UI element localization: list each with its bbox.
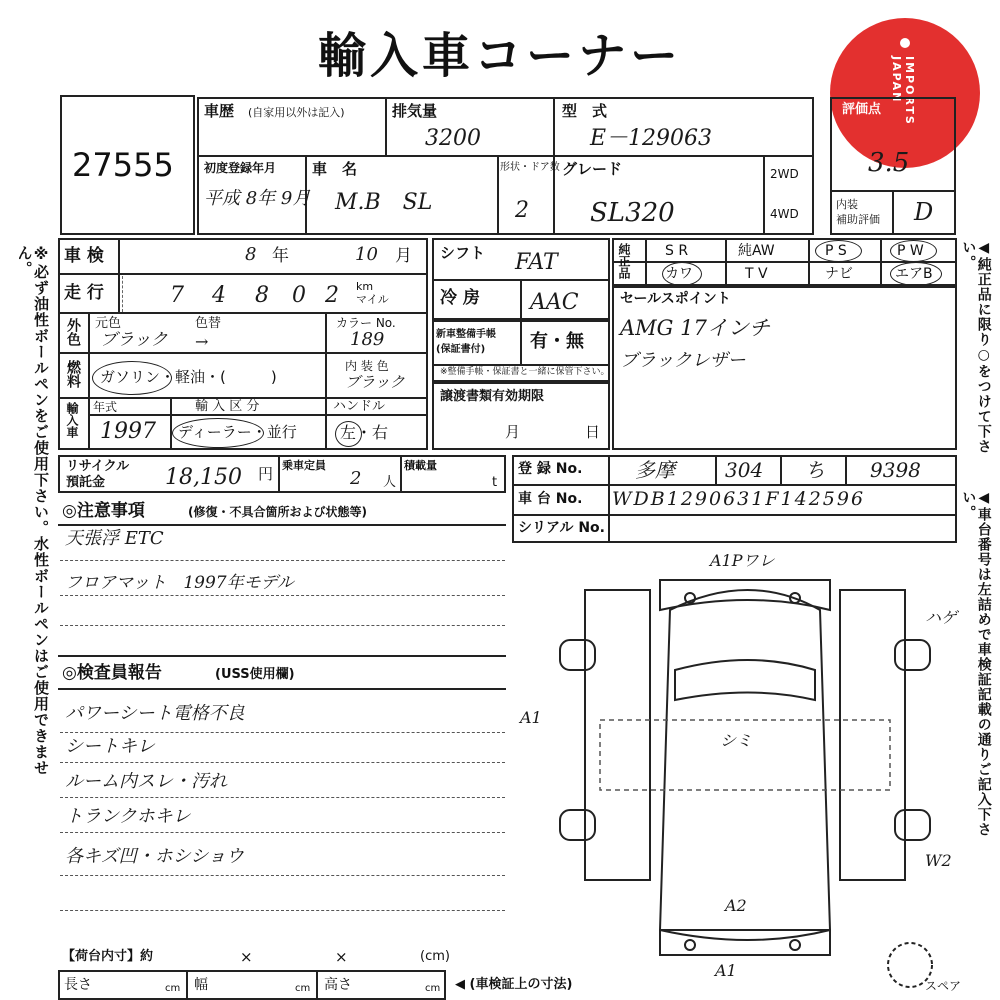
service-book-label: 新車整備手帳 (保証書付) [436,329,496,355]
circle-mark-icon [890,240,937,262]
circle-mark-icon [662,262,702,286]
genuine-label: 純正品 [617,243,631,279]
model-label: 型 式 [562,102,608,120]
transfer-month: 月 [505,423,521,441]
circle-mark-icon [172,418,264,448]
orig-color-label: 元色 [95,316,122,331]
service-book-value: 有・無 [530,331,584,352]
transfer-label: 譲渡書類有効期限 [440,389,545,404]
exterior-color-label: 外色 [65,318,81,346]
mileage-digit-5: 2 [325,283,339,308]
option-navi: ナビ [825,266,853,282]
mileage-digit-2: 4 [212,283,226,308]
cargo-length-unit: cm [165,983,181,994]
cargo-length-label: 長さ [64,977,92,993]
cargo-width-label: 幅 [194,977,208,993]
grade-value: SL320 [590,198,675,228]
option-ps: P S [825,243,847,259]
diagram-label-right-rear: W2 [925,851,952,870]
pen-instruction: ※必ず油性ボールペンをご使用下さい。水性ボールペンはご使用できません。 [15,245,50,776]
inspection-month-unit: 月 [395,246,412,266]
model-value: E－129063 [590,126,713,151]
drive-2wd: 2WD [770,167,799,181]
interior-grade-label: 内装 補助評価 [836,198,880,227]
load-label: 積載量 [404,459,437,472]
import-type: ディーラー・並行 [178,423,297,441]
capacity-label: 乗車定員 [282,459,326,472]
import-label: 輸入車 [65,402,79,438]
chassis-value: WDB1290631F142596 [612,488,866,510]
note-line-2: フロアマット 1997年モデル [65,573,294,593]
grade-score: 3.5 [868,148,910,178]
diagram-label-top: A1Pワレ [710,551,775,570]
registration-number: 9398 [870,458,921,482]
serial-label: シリアル No. [518,520,605,536]
cargo-unit: (cm) [420,949,450,964]
mileage-cells [122,276,353,312]
note-line-1: 天張浮 ETC [65,528,164,549]
interior-grade: D [914,198,934,226]
inspector-line-3: ルーム内スレ・汚れ [65,771,227,792]
registration-class: 304 [725,458,764,482]
history-note: (自家用以外は記入) [248,106,345,119]
spare-label: スペア [925,979,962,993]
circle-mark-icon [890,262,942,286]
inspection-year-unit: 年 [272,246,289,266]
option-pw: P W [897,243,924,259]
cargo-x1: × [240,948,253,966]
load-unit: t [492,475,498,490]
chassis-label: 車 台 No. [518,491,583,507]
drive-4wd: 4WD [770,207,799,221]
registration-label: 登 録 No. [518,461,583,477]
grade-score-label: 評価点 [842,102,882,117]
option-airbag: エアB [895,266,933,282]
color-code-label: カラー No. [336,316,396,330]
diagram-label-center: シミ [720,731,753,750]
cargo-note: ◀ (車検証上の寸法) [455,977,573,992]
service-book-note: ※整備手帳・保証書と一緒に保管下さい。 [440,367,610,377]
notes-subtitle: (修復・不具合箇所および状態等) [188,505,367,519]
aircon-label: 冷 房 [440,288,480,308]
repaint-label: 色替 [195,316,222,331]
diagram-label-left: A1 [520,708,542,727]
lot-number: 27555 [72,146,174,184]
mileage-digit-4: 0 [292,283,306,308]
cargo-label: 【荷台内寸】約 [62,949,154,964]
capacity-unit: 人 [383,475,397,490]
circle-mark-icon [92,361,172,395]
repaint-value: → [195,332,209,351]
sales-point-line-1: AMG 17インチ [620,316,770,340]
inspection-label: 車 検 [64,246,104,266]
chassis-instruction: ◀車台番号は左詰めで車検証記載の通りご記入下さい。 [960,490,992,837]
cargo-x2: × [335,948,348,966]
history-label: 車歴 [204,102,235,120]
circle-mark-icon [335,421,362,447]
recycle-unit: 円 [258,465,274,483]
inspector-line-1: パワーシート電格不良 [65,703,245,724]
cargo-width-unit: cm [295,983,311,994]
inspector-subtitle: (USS使用欄) [215,667,295,682]
name-value: M.B SL [335,190,433,215]
first-reg-label: 初度登録年月 [204,161,277,175]
inspector-line-2: シートキレ [65,736,155,757]
genuine-instruction: ◀純正品に限り○をつけて下さい。 [960,240,992,454]
mileage-digit-3: 8 [255,283,269,308]
displacement-value: 3200 [425,126,481,151]
option-leather: カワ [665,266,693,282]
transfer-day: 日 [585,423,601,441]
shape-label: 形状・ドア数 [500,162,560,173]
diagram-label-right-door: ハゲ [925,608,958,627]
import-year-label: 年式 [93,400,118,414]
interior-color-label: 内 装 色 [345,359,389,373]
interior-color-value: ブラック [345,373,405,391]
registration-area: 多摩 [635,458,675,482]
fuel-options: ガソリン・軽油・( ) [100,368,277,386]
import-type-label: 輸 入 区 分 [195,399,260,414]
inspection-year: 8 [245,244,257,265]
recycle-value: 18,150 [165,465,242,490]
registration-kana: ち [805,458,825,482]
handle-label: ハンドル [333,399,386,414]
sales-point-line-2: ブラックレザー [620,350,746,371]
grade-label: グレード [562,160,623,178]
color-code-value: 189 [350,329,385,350]
handle-value: 左・右 [340,423,389,442]
option-sr: S R [665,243,689,259]
diagram-label-rear: A2 [725,896,747,915]
mileage-unit: km マイル [356,280,389,307]
displacement-label: 排気量 [392,102,438,120]
car-damage-diagram [540,550,962,993]
aircon-value: AAC [530,290,579,315]
recycle-label: リサイクル 預託金 [66,459,130,490]
mileage-label: 走 行 [64,283,104,303]
first-reg-value: 平成 8年 9月 [204,188,311,209]
inspector-line-4: トランクホキレ [65,806,191,827]
fuel-label: 燃料 [65,360,81,388]
inspector-line-5: 各キズ凹・ホシショウ [65,846,244,867]
tag-hole-icon [900,38,910,48]
badge-text: IMPORTS JAPAN [890,56,916,126]
circle-mark-icon [815,240,862,262]
option-aw: 純AW [738,243,775,259]
inspection-month: 10 [355,244,378,265]
sales-point-label: セールスポイント [620,291,731,307]
shift-value: FAT [515,250,558,275]
diagram-label-bottom: A1 [715,961,737,980]
inspector-title: ◎検査員報告 [62,663,162,683]
shift-label: シフト [440,244,486,262]
doors-value: 2 [515,198,529,223]
import-year: 1997 [100,419,156,444]
cargo-height-unit: cm [425,983,441,994]
cargo-height-label: 高さ [324,977,352,993]
cargo-table [58,970,446,1000]
page-title: 輸入車コーナー [318,28,683,84]
capacity-value: 2 [350,468,362,489]
name-label: 車 名 [312,160,358,178]
orig-color-value: ブラック [100,330,168,350]
option-tv: T V [745,266,768,282]
notes-title: ◎注意事項 [62,501,145,521]
mileage-digit-1: 7 [170,283,184,308]
